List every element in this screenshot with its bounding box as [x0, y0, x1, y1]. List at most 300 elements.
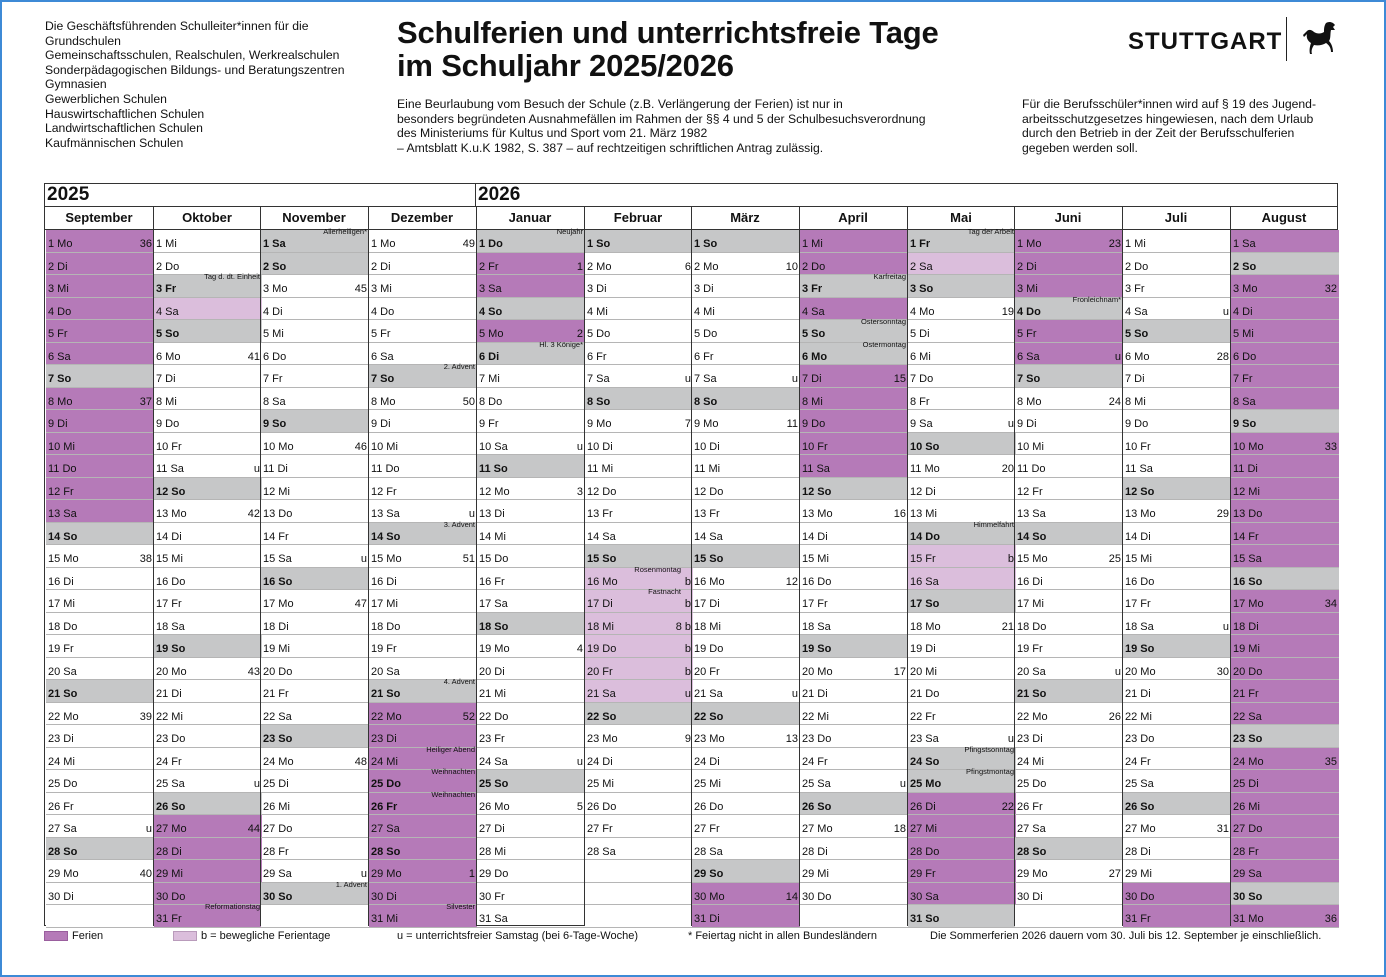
day-label: 30 Do [156, 890, 186, 903]
day-cell [1015, 365, 1123, 388]
day-cell [1123, 433, 1231, 456]
day-cell [800, 613, 908, 636]
day-label: 18 Mo [910, 620, 941, 633]
day-label: 25 Mi [694, 778, 721, 790]
day-cell [154, 545, 262, 568]
day-cell [585, 455, 693, 478]
day-cell [261, 793, 369, 816]
day-cell [154, 410, 262, 433]
day-cell [1123, 365, 1231, 388]
day-label: 25 So [479, 778, 509, 790]
day-label: 27 Sa [1017, 823, 1046, 835]
day-cell [1123, 478, 1231, 501]
day-label: 23 Di [48, 733, 74, 745]
recipient-list [45, 19, 385, 150]
day-label: 1 So [694, 238, 718, 250]
recipient-line: Hauswirtschaftlichen Schulen [45, 106, 205, 121]
day-label: 9 So [263, 418, 287, 430]
day-label: 5 Do [587, 328, 611, 340]
day-label: 4 Di [263, 305, 283, 318]
day-label: 20 Fr [587, 665, 613, 678]
day-cell [1123, 500, 1231, 523]
holiday-label: Fronleichnam* [1072, 294, 1121, 304]
day-cell [261, 658, 369, 681]
day-cell [154, 770, 262, 793]
day-cell [692, 230, 800, 253]
day-cell [1231, 253, 1339, 276]
day-cell [46, 815, 154, 838]
day-label: 11 Do [371, 463, 400, 475]
holiday-label: Ostersonntag [860, 317, 906, 326]
day-cell [154, 230, 262, 253]
day-cell [369, 253, 477, 276]
day-label: 23 Do [156, 733, 186, 745]
day-cell [261, 320, 369, 343]
day-cell [1123, 320, 1231, 343]
day-label: 14 Fr [1233, 530, 1259, 543]
day-cell [477, 500, 585, 523]
legend-feiertag: * Feiertag nicht in allen Bundesländern [688, 930, 877, 942]
holiday-label: Himmelfahrt [973, 519, 1014, 529]
day-label: 29 Mo [1017, 868, 1048, 880]
day-label: 15 Mo [1017, 553, 1048, 565]
recipient-line: Kaufmännischen Schulen [45, 135, 184, 150]
day-cell [1231, 410, 1339, 433]
day-cell [1123, 298, 1231, 321]
week-or-marker: b [684, 575, 691, 588]
day-cell [369, 815, 477, 838]
day-cell [800, 793, 908, 816]
day-cell [261, 478, 369, 501]
day-label: 9 Do [156, 418, 180, 430]
day-label: 15 Do [479, 553, 509, 565]
recipient-line: Grundschulen [45, 33, 121, 48]
day-label: 21 So [48, 688, 78, 700]
day-cell [800, 523, 908, 546]
day-label: 13 Mo [802, 508, 833, 520]
day-label: 5 Mi [1233, 328, 1254, 340]
day-cell [154, 613, 262, 636]
day-cell [585, 905, 693, 928]
day-label: 30 Di [1017, 890, 1043, 903]
day-cell [1123, 703, 1231, 726]
day-label: 15 Sa [1233, 553, 1262, 565]
day-label: 12 So [156, 485, 186, 498]
day-cell [369, 635, 477, 658]
month-header: März [730, 210, 760, 225]
day-cell [692, 658, 800, 681]
day-cell [261, 905, 369, 928]
week-or-marker: 30 [1216, 665, 1229, 678]
day-label: 20 Di [479, 665, 505, 678]
day-label: 8 Fr [910, 395, 930, 408]
day-cell [1231, 838, 1339, 861]
day-label: 9 Do [802, 418, 826, 430]
day-label: 7 Di [1125, 373, 1145, 385]
day-cell [261, 275, 369, 298]
day-cell [477, 568, 585, 591]
day-label: 26 Do [694, 800, 724, 813]
holiday-label: Fastnacht [648, 587, 681, 596]
day-label: 26 Di [910, 800, 936, 813]
day-label: 31 Mo [1233, 913, 1264, 925]
week-or-marker: u [360, 868, 367, 880]
day-cell [1231, 230, 1339, 253]
day-cell [369, 590, 477, 613]
day-cell [1015, 523, 1123, 546]
day-label: 28 Sa [694, 845, 723, 858]
day-label: 9 Do [1125, 418, 1149, 430]
day-cell [369, 362, 477, 388]
day-cell [692, 343, 800, 366]
day-cell [1231, 343, 1339, 366]
day-cell [1015, 838, 1123, 861]
day-cell [477, 680, 585, 703]
day-cell [800, 905, 908, 928]
day-label: 11 Do [1017, 463, 1046, 475]
day-label: 31 So [910, 913, 940, 925]
day-cell [908, 613, 1016, 636]
day-cell [908, 883, 1016, 906]
day-cell [800, 658, 908, 681]
day-label: 1 Fr [910, 238, 931, 250]
day-cell [477, 365, 585, 388]
day-cell [1123, 568, 1231, 591]
day-cell [1231, 388, 1339, 411]
day-label: 19 So [1125, 643, 1155, 655]
day-cell [477, 635, 585, 658]
day-label: 19 Do [694, 643, 724, 655]
day-cell [585, 478, 693, 501]
day-cell [477, 523, 585, 546]
day-label: 20 Sa [48, 665, 77, 678]
day-label: 23 Do [802, 733, 832, 745]
day-cell [800, 272, 908, 298]
day-cell [1015, 253, 1123, 276]
day-label: 26 Mo [479, 800, 510, 813]
week-or-marker: u [1222, 305, 1229, 318]
day-label: 6 Di [479, 350, 500, 363]
day-cell [908, 298, 1016, 321]
day-label: 7 Sa [587, 373, 610, 385]
day-cell [692, 545, 800, 568]
day-cell [1123, 590, 1231, 613]
day-cell [692, 770, 800, 793]
day-cell [369, 860, 477, 883]
day-cell [46, 860, 154, 883]
day-label: 5 So [1125, 328, 1149, 340]
day-cell [800, 500, 908, 523]
day-cell [908, 815, 1016, 838]
day-label: 14 Fr [263, 530, 289, 543]
day-label: 19 So [802, 643, 832, 655]
day-label: 7 Fr [263, 373, 283, 385]
day-cell [692, 320, 800, 343]
day-cell [800, 703, 908, 726]
day-cell [477, 455, 585, 478]
day-cell [154, 523, 262, 546]
day-cell [1231, 545, 1339, 568]
day-label: 13 Fr [587, 508, 613, 520]
day-cell [1231, 703, 1339, 726]
day-cell [46, 883, 154, 906]
day-label: 4 Mo [910, 305, 935, 318]
day-label: 24 Mo [263, 755, 294, 768]
day-label: 16 So [1233, 575, 1263, 588]
day-label: 18 Mi [694, 620, 721, 633]
day-cell [154, 860, 262, 883]
day-cell [477, 298, 585, 321]
month-header: November [282, 210, 346, 225]
day-cell [908, 703, 1016, 726]
day-cell [908, 658, 1016, 681]
day-cell [154, 658, 262, 681]
day-cell [800, 635, 908, 658]
day-label: 15 Fr [910, 553, 936, 565]
day-label: 18 Di [263, 620, 289, 633]
day-label: 16 Mo [587, 575, 618, 588]
day-cell [1015, 883, 1123, 906]
day-cell [1123, 658, 1231, 681]
day-cell [585, 587, 693, 613]
day-cell [692, 748, 800, 771]
day-cell [46, 590, 154, 613]
day-label: 28 Di [156, 845, 182, 858]
week-or-marker: u [1222, 620, 1229, 633]
week-or-marker: b [684, 598, 691, 610]
day-label: 30 Mo [694, 890, 725, 903]
day-label: 4 Do [1017, 305, 1041, 318]
holiday-label: Karfreitag [873, 272, 906, 281]
day-cell [154, 680, 262, 703]
legend-text: Ferien [72, 930, 104, 942]
day-cell [800, 680, 908, 703]
day-label: 3 Di [694, 283, 714, 295]
week-or-marker: 17 [893, 665, 906, 678]
week-or-marker: 20 [1001, 463, 1014, 475]
day-cell [369, 677, 477, 703]
city-logo-text: STUTTGART [1128, 28, 1283, 55]
day-cell [261, 500, 369, 523]
day-cell [1015, 680, 1123, 703]
day-label: 1 Mo [48, 238, 73, 250]
day-cell [1015, 294, 1123, 321]
day-cell [800, 455, 908, 478]
day-label: 3 Mi [371, 283, 392, 295]
day-label: 19 Mi [1233, 643, 1260, 655]
day-label: 10 Di [694, 440, 720, 453]
day-label: 20 Fr [694, 665, 720, 678]
day-cell [585, 680, 693, 703]
day-cell [261, 725, 369, 748]
day-cell [692, 883, 800, 906]
day-cell [1015, 635, 1123, 658]
day-cell [154, 500, 262, 523]
day-label: 2 Mo [587, 260, 612, 273]
day-cell [585, 500, 693, 523]
day-cell [1231, 613, 1339, 636]
day-label: 16 Do [156, 575, 186, 588]
day-label: 10 Fr [1125, 440, 1151, 453]
day-label: 6 Mo [802, 350, 828, 363]
day-label: 16 Di [371, 575, 397, 588]
day-cell [1123, 748, 1231, 771]
week-or-marker: 9 [684, 733, 691, 745]
day-cell [800, 838, 908, 861]
day-label: 8 Mi [1125, 395, 1146, 408]
day-cell [800, 860, 908, 883]
week-or-marker: 39 [139, 710, 152, 723]
day-label: 9 Di [48, 418, 68, 430]
day-cell [261, 748, 369, 771]
day-label: 16 Do [802, 575, 832, 588]
week-or-marker: 36 [139, 238, 152, 250]
day-cell [1123, 455, 1231, 478]
day-cell [585, 883, 693, 906]
day-label: 18 Do [48, 620, 78, 633]
day-cell [46, 523, 154, 546]
day-cell [261, 815, 369, 838]
day-cell [1231, 433, 1339, 456]
day-cell [1015, 815, 1123, 838]
day-label: 8 Mo [371, 395, 396, 408]
day-label: 6 Mo [1125, 350, 1150, 363]
day-cell [1015, 455, 1123, 478]
day-label: 1 Mi [802, 238, 823, 250]
day-label: 5 Mo [479, 328, 504, 340]
holiday-label: Pfingstsonntag [964, 744, 1014, 754]
day-cell [1231, 568, 1339, 591]
day-cell [46, 703, 154, 726]
day-label: 6 Mi [910, 350, 931, 363]
day-cell [585, 388, 693, 411]
day-label: 17 Mo [1233, 598, 1264, 610]
week-or-marker: 28 [1216, 350, 1229, 363]
day-label: 11 Mi [694, 463, 721, 475]
day-cell [154, 388, 262, 411]
day-label: 11 Sa [156, 463, 184, 475]
day-label: 28 So [1017, 845, 1047, 858]
day-label: 30 Di [48, 890, 74, 903]
day-label: 4 Do [48, 305, 72, 318]
day-cell [692, 275, 800, 298]
week-or-marker: 16 [893, 508, 906, 520]
day-cell [908, 635, 1016, 658]
day-label: 23 Fr [479, 733, 505, 745]
day-cell [261, 388, 369, 411]
day-cell [1123, 275, 1231, 298]
day-label: 7 Di [802, 373, 822, 385]
day-label: 21 Di [156, 688, 182, 700]
day-label: 26 So [1125, 800, 1155, 813]
day-cell [1231, 523, 1339, 546]
day-label: 21 Do [910, 688, 940, 700]
holiday-label: Weihnachten [431, 767, 475, 776]
day-label: 3 Fr [802, 283, 823, 295]
day-label: 24 So [910, 755, 940, 768]
day-label: 5 Fr [48, 328, 68, 340]
day-cell [692, 365, 800, 388]
week-or-marker: 18 [893, 823, 906, 835]
day-cell [800, 545, 908, 568]
day-cell [1231, 860, 1339, 883]
day-cell [46, 365, 154, 388]
leave-note [397, 97, 997, 155]
day-cell [1123, 725, 1231, 748]
recipient-line: Landwirtschaftlichen Schulen [45, 121, 203, 136]
day-label: 17 Mo [263, 598, 294, 610]
day-cell [1015, 725, 1123, 748]
day-label: 29 Sa [1233, 868, 1262, 880]
week-or-marker: 14 [785, 890, 798, 903]
day-cell [261, 838, 369, 861]
day-cell [154, 748, 262, 771]
legend-samstag: u = unterrichtsfreier Samstag (bei 6-Tage-Woche) [397, 930, 638, 942]
week-or-marker: b [684, 643, 691, 655]
week-or-marker: 15 [893, 373, 906, 385]
day-label: 22 Mo [48, 710, 79, 723]
day-label: 9 Mo [694, 418, 719, 430]
day-label: 13 Mo [156, 508, 187, 520]
day-cell [1123, 253, 1231, 276]
day-cell [46, 905, 154, 928]
day-cell [692, 433, 800, 456]
day-cell [692, 388, 800, 411]
day-cell [1123, 343, 1231, 366]
day-label: 6 Mo [156, 350, 181, 363]
month-header: Dezember [390, 210, 454, 225]
week-or-marker: u [576, 755, 583, 768]
day-label: 6 Sa [48, 350, 71, 363]
day-label: 7 Di [156, 373, 176, 385]
day-label: 11 Do [48, 463, 77, 475]
holiday-label: Hl. 3 Könige* [539, 339, 583, 349]
day-cell [369, 433, 477, 456]
day-label: 5 So [156, 328, 180, 340]
week-or-marker: u [899, 778, 906, 790]
day-cell [1015, 230, 1123, 253]
day-cell [46, 298, 154, 321]
week-or-marker: 23 [1108, 238, 1121, 250]
day-label: 7 Mi [479, 373, 500, 385]
day-cell [908, 680, 1016, 703]
day-label: 22 Sa [1233, 710, 1262, 723]
day-label: 13 Di [479, 508, 505, 520]
day-cell [261, 770, 369, 793]
day-label: 15 Mo [371, 553, 402, 565]
day-label: 13 Sa [1017, 508, 1046, 520]
day-label: 5 Mi [263, 328, 284, 340]
week-or-marker: u [791, 373, 798, 385]
holiday-label: Tag d. dt. Einheit [204, 272, 260, 281]
recipient-line: Gemeinschaftsschulen, Realschulen, Werkrealschulen [45, 48, 340, 63]
week-or-marker: 33 [1324, 440, 1337, 453]
day-label: 23 Di [371, 733, 397, 745]
day-label: 22 So [694, 710, 724, 723]
day-label: 28 Di [1125, 845, 1151, 858]
day-cell [46, 433, 154, 456]
day-label: 6 Do [263, 350, 287, 363]
year-label-2026: 2026 [478, 184, 521, 205]
day-label: 31 Sa [479, 913, 508, 925]
day-cell [369, 478, 477, 501]
day-label: 15 Sa [263, 553, 292, 565]
day-cell [369, 455, 477, 478]
day-cell [800, 410, 908, 433]
day-cell [1231, 725, 1339, 748]
day-cell [692, 838, 800, 861]
day-cell [585, 860, 693, 883]
